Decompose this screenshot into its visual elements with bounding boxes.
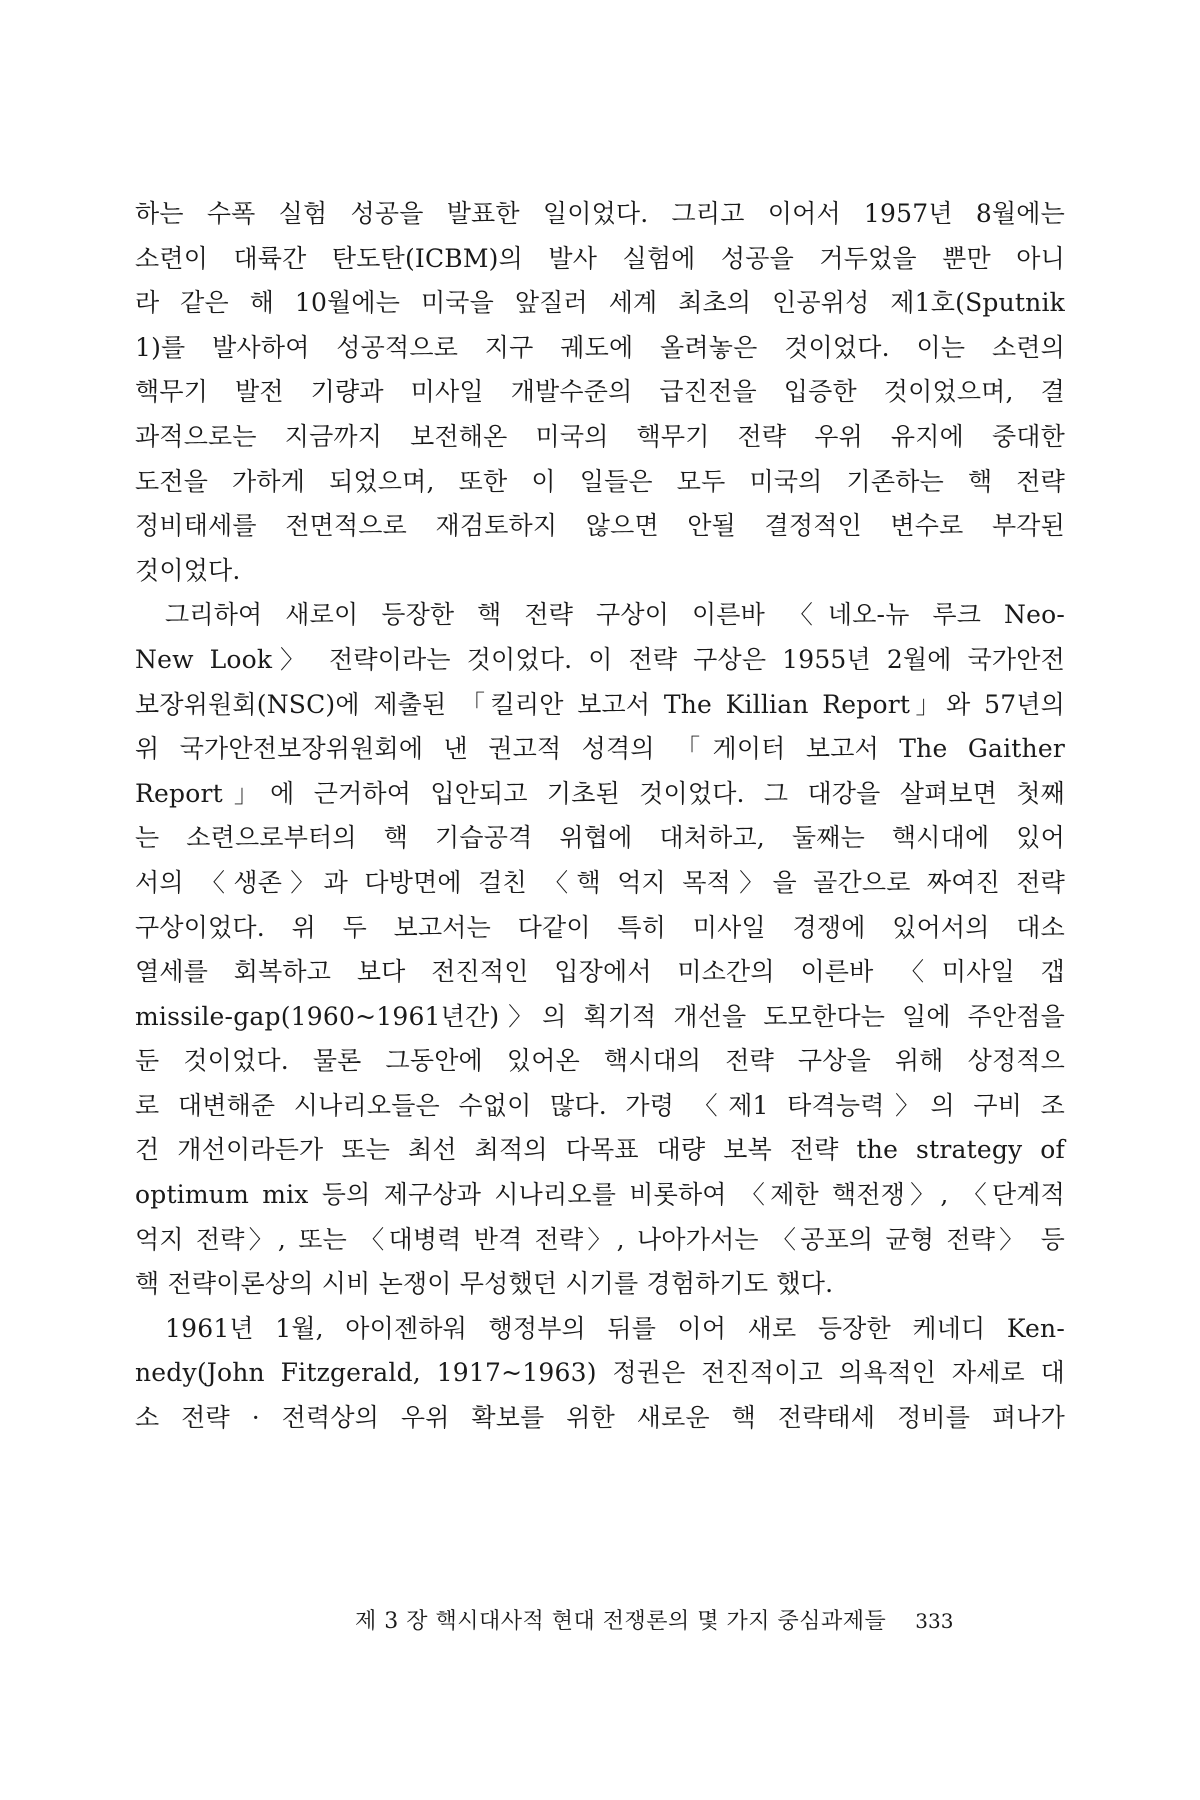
body-line: 둔 것이었다. 물론 그동안에 있어온 핵시대의 전략 구상을 위해 상정적으 (135, 1046, 1065, 1076)
body-line: 하는 수폭 실험 성공을 발표한 일이었다. 그리고 이어서 1957년 8월에는 (135, 199, 1065, 228)
body-line: New Look〉 전략이라는 것이었다. 이 전략 구상은 1955년 2월에 국가안전 (135, 644, 1065, 674)
body-line: 억지 전략〉, 또는 〈대병력 반격 전략〉, 나아가서는 〈공포의 균형 전략〉 등 (135, 1224, 1065, 1254)
body-line: 보장위원회(NSC)에 제출된 「킬리안 보고서 The Killian Report」와 57년의 (135, 689, 1065, 719)
page-number: 333 (915, 1609, 954, 1633)
paragraph-start-line: 1961년 1월, 아이젠하워 행정부의 뒤를 이어 새로 등장한 케네디 Ken- (165, 1313, 1065, 1343)
body-line: 로 대변해준 시나리오들은 수없이 많다. 가령 〈제1 타격능력〉의 구비 조 (135, 1090, 1065, 1120)
paragraph-start-line: 그리하여 새로이 등장한 핵 전략 구상이 이른바 〈네오-뉴 루크 Neo- (165, 600, 1065, 630)
body-line: 소련이 대륙간 탄도탄(ICBM)의 발사 실험에 성공을 거두었을 뿐만 아니 (135, 243, 1065, 273)
paragraph-end-line: 것이었다. (135, 555, 241, 585)
body-line: 정비태세를 전면적으로 재검토하지 않으면 안될 결정적인 변수로 부각된 (135, 511, 1065, 541)
body-line: 라 같은 해 10월에는 미국을 앞질러 세계 최초의 인공위성 제1호(Sputnik (135, 288, 1065, 318)
body-line: 는 소련으로부터의 핵 기습공격 위협에 대처하고, 둘째는 핵시대에 있어 (135, 823, 1065, 853)
body-line: 구상이었다. 위 두 보고서는 다같이 특히 미사일 경쟁에 있어서의 대소 (135, 912, 1065, 942)
body-line: 도전을 가하게 되었으며, 또한 이 일들은 모두 미국의 기존하는 핵 전략 (135, 466, 1065, 496)
body-line: 위 국가안전보장위원회에 낸 권고적 성격의 「게이터 보고서 The Gaither (135, 734, 1065, 764)
body-line: 과적으로는 지금까지 보전해온 미국의 핵무기 전략 우위 유지에 중대한 (135, 421, 1065, 451)
running-head: 제 3 장 핵시대사적 현대 전쟁론의 몇 가지 중심과제들 (355, 1609, 887, 1634)
body-line: nedy(John Fitzgerald, 1917~1963) 정권은 전진적이고 의욕적인 자세로 대 (135, 1358, 1065, 1388)
page-footer (355, 1601, 1025, 1641)
body-line: optimum mix 등의 제구상과 시나리오를 비롯하여 〈제한 핵전쟁〉, 〈단계적 (135, 1180, 1065, 1210)
body-line: 열세를 회복하고 보다 전진적인 입장에서 미소간의 이른바 〈미사일 갭 (135, 957, 1065, 987)
body-line: 건 개선이라든가 또는 최선 최적의 다목표 대량 보복 전략 the strategy of (135, 1135, 1065, 1165)
body-text (135, 192, 1065, 1441)
body-line: 1)를 발사하여 성공적으로 지구 궤도에 올려놓은 것이었다. 이는 소련의 (135, 332, 1065, 362)
body-line: 핵무기 발전 기량과 미사일 개발수준의 급진전을 입증한 것이었으며, 결 (135, 377, 1065, 407)
body-line: Report」에 근거하여 입안되고 기초된 것이었다. 그 대강을 살펴보면 첫째 (135, 778, 1065, 808)
body-line: missile-gap(1960~1961년간)〉의 획기적 개선을 도모한다는 일에 주안점을 (135, 1001, 1065, 1031)
paragraph-end-line: 핵 전략이론상의 시비 논쟁이 무성했던 시기를 경험하기도 했다. (135, 1269, 834, 1299)
body-line: 서의 〈생존〉과 다방면에 걸친 〈핵 억지 목적〉을 골간으로 짜여진 전략 (135, 867, 1065, 897)
body-line: 소 전략 · 전력상의 우위 확보를 위한 새로운 핵 전략태세 정비를 펴나가 (135, 1403, 1065, 1433)
